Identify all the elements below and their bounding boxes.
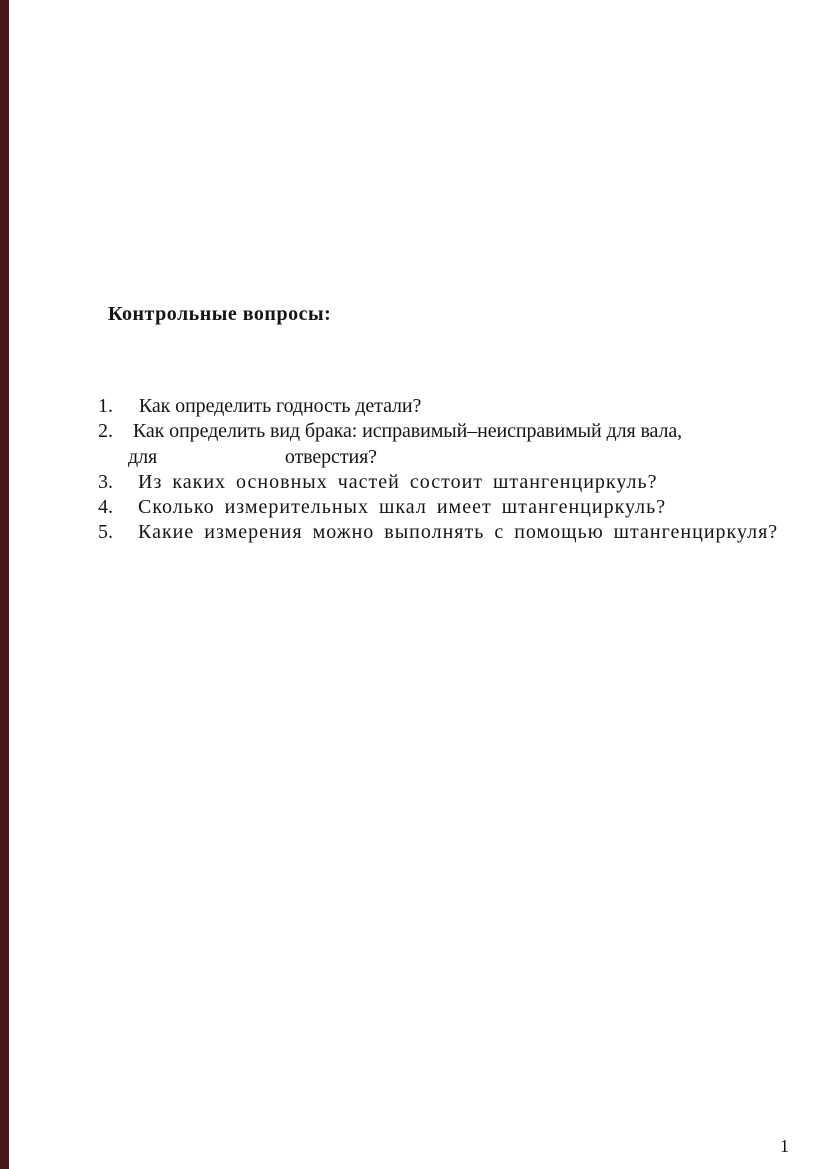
question-5-text: Какие измерения можно выполнять с помощью штангенциркуля? xyxy=(138,521,779,543)
page-number: 1 xyxy=(780,1136,789,1156)
question-item-3 xyxy=(98,470,657,495)
question-4-text: Сколько измерительных шкал имеет штангенциркуль? xyxy=(138,496,667,518)
question-item-1 xyxy=(98,394,421,419)
question-item-5 xyxy=(98,520,778,545)
question-5-number: 5. xyxy=(98,521,113,543)
question-2-continuation xyxy=(128,445,377,470)
question-2-cont-right: отверстия? xyxy=(284,446,377,468)
question-item-2 xyxy=(98,419,682,444)
question-2-number: 2. xyxy=(98,420,113,442)
question-4-number: 4. xyxy=(98,496,113,518)
question-2-cont-left: для xyxy=(128,446,158,468)
question-3-text: Из каких основных частей состоит штангенциркуль? xyxy=(138,471,658,493)
scan-binding-edge xyxy=(0,0,9,1169)
question-2-text: Как определить вид брака: исправимый–неисправимый для вала, xyxy=(132,420,683,442)
question-1-number: 1. xyxy=(98,395,113,417)
question-3-number: 3. xyxy=(98,471,113,493)
page-title: Контрольные вопросы: xyxy=(108,303,332,325)
question-1-text: Как определить годность детали? xyxy=(138,395,422,417)
question-item-4 xyxy=(98,495,666,520)
